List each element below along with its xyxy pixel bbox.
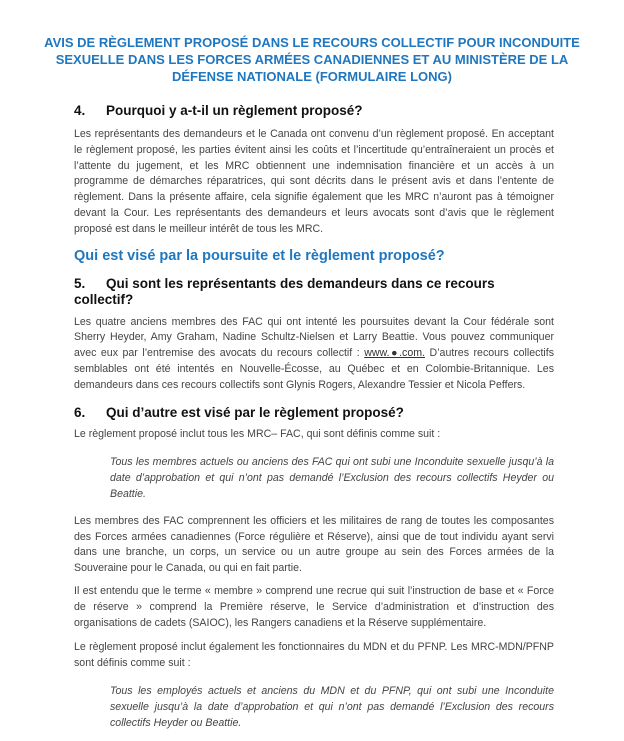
document-body (74, 103, 554, 741)
caf-class-definition: Tous les membres actuels ou anciens des FAC qui ont subi une Inconduite sexuelle jusqu’à la date d’approbation et qui n’ont pas demandé l’Exclusion des recours collectifs Heyder ou Beattie. (110, 456, 554, 500)
section-number: 4. (74, 103, 86, 118)
section-number: 6. (74, 404, 86, 420)
document-title: AVIS DE RÈGLEMENT PROPOSÉ DANS LE RECOURS COLLECTIF POUR INCONDUITE SEXUELLE DANS LES FORCES ARMÉES CANADIENNES ET AU MINISTÈRE DE LA DÉFENSE NATIONALE (FORMULAIRE LONG) (44, 35, 580, 84)
section-5-heading (74, 276, 554, 308)
section-number: 5. (74, 275, 86, 291)
section-4-heading (74, 103, 554, 119)
heading-text: Pourquoi y a-t-il un règlement proposé? (106, 103, 363, 118)
section-6-para-3: Il est entendu que le terme « membre » comprend une recrue qui suit l’instruction de base et « Force de réserve » comprend la Première réserve, le Service d’administration et d’instruction des organisations de cadets (SAIOC), les Rangers canadiens et la Réserve supplémentaire. (74, 584, 554, 629)
section-5-body (74, 315, 554, 394)
class-counsel-link[interactable]: www.●.com. (364, 347, 426, 360)
section-heading: Qui est visé par la poursuite et le règlement proposé? (74, 247, 445, 264)
section-6-heading (74, 405, 554, 421)
section-4-body: Les représentants des demandeurs et le Canada ont convenu d’un règlement proposé. En acceptant le règlement proposé, les parties évitent ainsi les coûts et l’incertitude qu’entraîneraient un procès et l’attente du jugement, et les MRC obtiennent une indemnisation financière et un accès à un programme de démarches réparatrices, qui sont décrits dans le présent avis et dans l’entente de règlement. Dans la présente affaire, cela signifie également que les MRC n’auront pas à témoigner devant la Cour. Les représentants des demandeurs et leurs avocats sont d’avis que le règlement proposé est dans le meilleur intérêt de tous les MRC. (74, 128, 554, 235)
body-text: D’autres recours collectifs semblables ont été intentés en Nouvelle-Écosse, au Québec et en Colombie-Britannique. Les demandeurs dans ces recours collectifs sont Glynis Rogers, Alexandre Tessier et Nicola Peffers. (74, 347, 554, 391)
heading-text: Qui d’autre est visé par le règlement proposé? (106, 404, 404, 420)
section-6-para-2: Les membres des FAC comprennent les officiers et les militaires de rang de toutes les composantes des Forces armées canadiennes (Force régulière et Réserve), ainsi que de tout individu ayant servi dans une branche, un corps, un service ou un autre groupe au sein des Forces armées de la Souveraine pour le Canada, ou qui en fait partie. (74, 514, 554, 575)
dnd-class-definition: Tous les employés actuels et anciens du MDN et du PFNP, qui ont subi une Inconduite sexuelle jusqu’à la date d’approbation et qui n’ont pas demandé l’Exclusion des recours collectifs Heyder ou Beattie. (110, 684, 554, 729)
heading-text: Qui sont les représentants des demandeurs dans ce recours collectif? (74, 275, 495, 307)
body-text: Les quatre anciens membres des FAC qui ont intenté les poursuites devant la Cour fédérale sont Sherry Heyder, Amy Graham, Nadine Schultz-Nielsen et Larry Beattie. Vous pouvez communiquer avec eux par l’entremise des avocats du recours collectif : (74, 315, 554, 360)
section-6-para-1: Le règlement proposé inclut tous les MRC– FAC, qui sont définis comme suit : (74, 427, 441, 440)
section-6-para-4: Le règlement proposé inclut également les fonctionnaires du MDN et du PFNP. Les MRC-MDN/PFNP sont définis comme suit : (74, 641, 554, 670)
